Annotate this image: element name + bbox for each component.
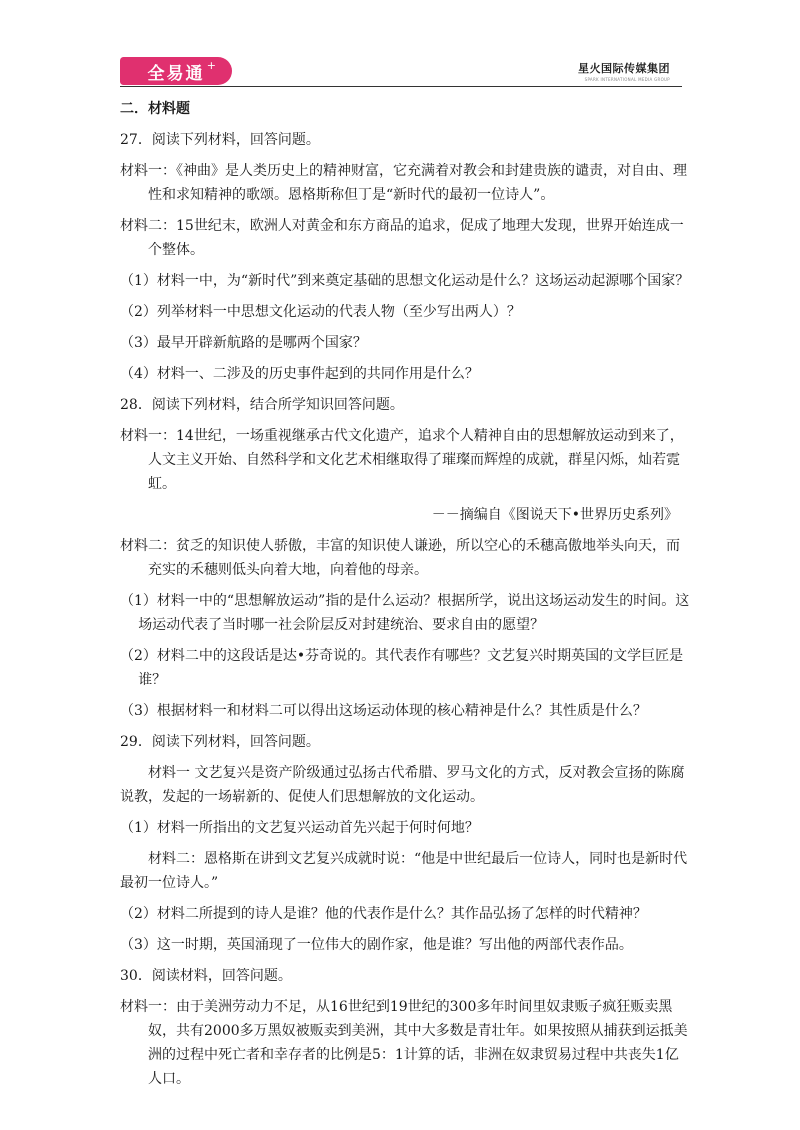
question-27-sub-1: （1）材料一中，为“新时代”到来奠定基础的思想文化运动是什么？这场运动起源哪个国家？ <box>120 273 690 289</box>
question-29-sub-2: （2）材料二所提到的诗人是谁？他的代表作是什么？其作品弘扬了怎样的时代精神？ <box>120 906 647 922</box>
question-27-material-1: 材料一：《神曲》是人类历史上的精神财富，它充满着对教会和封建贵族的谴责，对自由、理性和求知精神的歌颂。恩格斯称但丁是“新时代的最初一位诗人”。 <box>120 163 687 203</box>
question-29-sub-1: （1）材料一所指出的文艺复兴运动首先兴起于何时何地？ <box>120 820 479 836</box>
page-header <box>0 0 800 95</box>
company-english-name: SPARK INTERNATIONAL MEDIA GROUP <box>584 77 670 82</box>
question-28-material-2: 材料二：贫乏的知识使人骄傲，丰富的知识使人谦逊，所以空心的禾穗高傲地举头向天，而充实的禾穗则低头向着大地，向着他的母亲。 <box>120 538 680 578</box>
brand-logo <box>120 57 232 85</box>
company-block <box>578 60 670 82</box>
question-28-sub-2: （2）材料二中的这段话是达•芬奇说的。其代表作有哪些？文艺复兴时期英国的文学巨匠是谁？ <box>120 648 684 688</box>
question-30-material-1: 材料一：由于美洲劳动力不足，从16世纪到19世纪的300多年时间里奴隶贩子疯狂贩卖黑奴，共有2000多万黑奴被贩卖到美洲，其中大多数是青壮年。如果按照从捕获到运抵美洲的过程中死亡者和幸存者的比例是5：1计算的话，非洲在奴隶贸易过程中共丧失1亿人口。 <box>120 999 688 1087</box>
question-30-stem: 30．阅读材料，回答问题。 <box>120 968 292 984</box>
company-name: 星火国际传媒集团 <box>578 62 670 75</box>
question-28-stem: 28．阅读下列材料，结合所学知识回答问题。 <box>120 397 404 413</box>
question-28-material-1: 材料一：14世纪，一场重视继承古代文化遗产，追求个人精神自由的思想解放运动到来了，人文主义开始、自然科学和文化艺术相继取得了璀璨而辉煌的成就，群星闪烁，灿若霓虹。 <box>120 428 684 492</box>
question-29-sub-3: （3）这一时期，英国涌现了一位伟大的剧作家，他是谁？写出他的两部代表作品。 <box>120 937 633 953</box>
question-27-sub-2: （2）列举材料一中思想文化运动的代表人物（至少写出两人）？ <box>120 304 521 320</box>
question-28-sub-3: （3）根据材料一和材料二可以得出这场运动体现的核心精神是什么？其性质是什么？ <box>120 703 647 719</box>
document-body <box>120 97 690 1098</box>
question-27-material-2: 材料二：15世纪末，欧洲人对黄金和东方商品的追求，促成了地理大发现，世界开始连成一个整体。 <box>120 218 684 258</box>
logo-text: 全易通 <box>147 63 205 84</box>
logo-plus-icon: + <box>206 59 216 72</box>
question-27-sub-3: （3）最早开辟新航路的是哪两个国家？ <box>120 335 367 351</box>
question-27-stem: 27．阅读下列材料，回答问题。 <box>120 132 320 148</box>
question-29-material-1: 材料一 文艺复兴是资产阶级通过弘扬古代希腊、罗马文化的方式，反对教会宣扬的陈腐说教，发起的一场崭新的、促使人们思想解放的文化运动。 <box>120 765 685 805</box>
question-27-sub-4: （4）材料一、二涉及的历史事件起到的共同作用是什么？ <box>120 366 479 382</box>
question-29-stem: 29．阅读下列材料，回答问题。 <box>120 734 320 750</box>
header-divider <box>120 86 682 87</box>
question-28-sub-1: （1）材料一中的“思想解放运动”指的是什么运动？根据所学，说出这场运动发生的时间。这场运动代表了当时哪一社会阶层反对封建统治、要求自由的愿望？ <box>120 593 690 633</box>
question-29-material-2: 材料二：恩格斯在讲到文艺复兴成就时说：“他是中世纪最后一位诗人，同时也是新时代最初一位诗人。” <box>120 851 688 891</box>
section-title: 二．材料题 <box>120 101 190 117</box>
question-28-source: －－摘编自《图说天下•世界历史系列》 <box>431 507 678 523</box>
